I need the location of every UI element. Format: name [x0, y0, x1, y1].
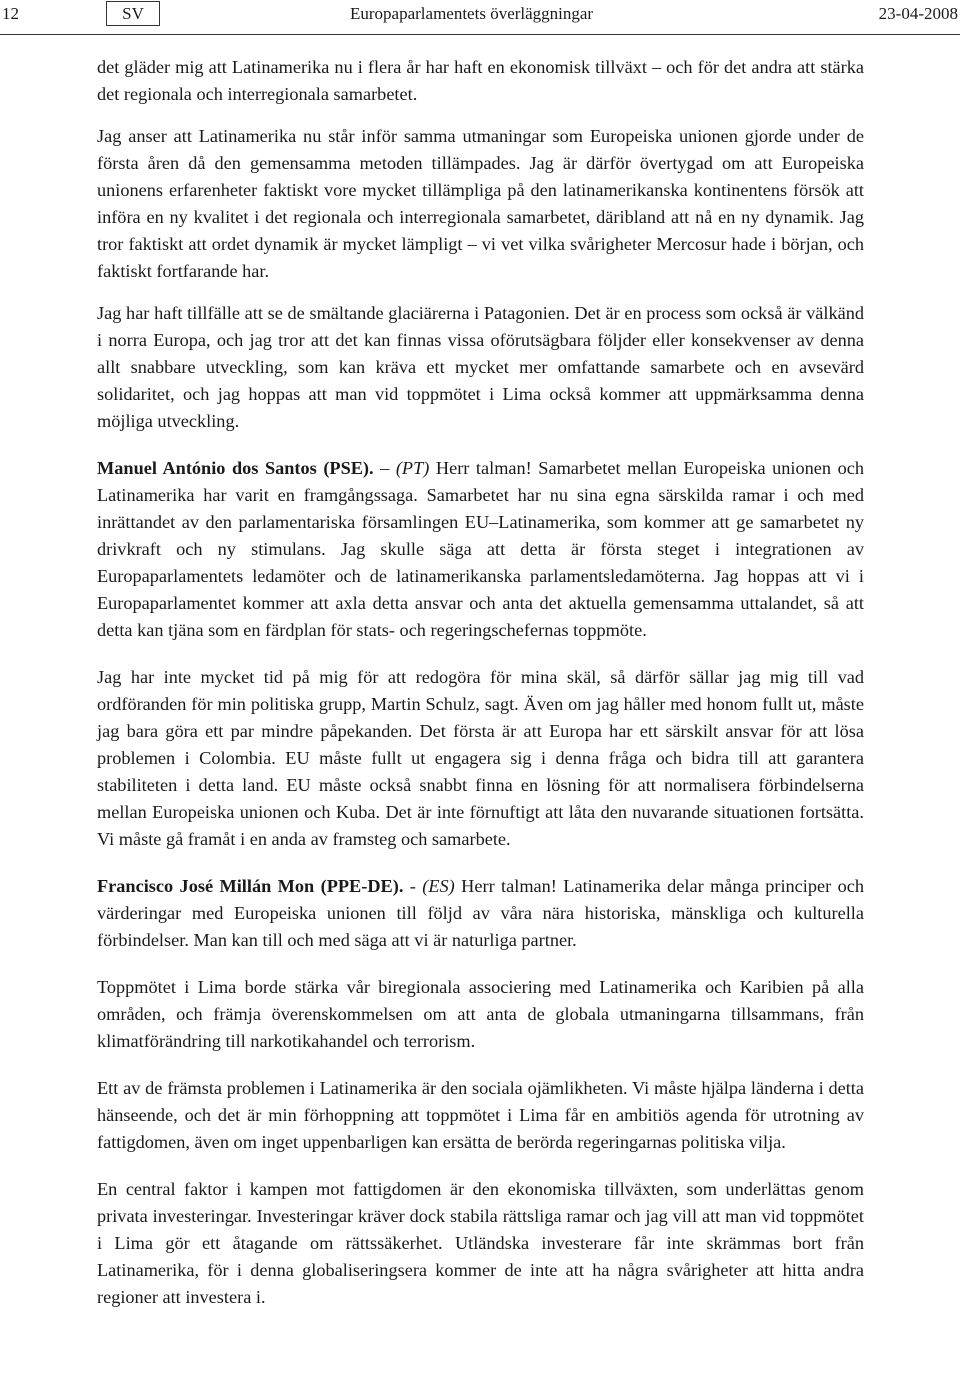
speaker-paragraph [97, 873, 864, 954]
paragraph-text: En central faktor i kampen mot fattigdomen är den ekonomiska tillväxten, som underlättas genom privata investeringar. Investeringar kräver dock stabila rättsliga ramar och jag vill att man vid toppmötet i Lima gör ett åtagande om rättssäkerhet. Utländska investerare får inte skrämmas bort från Latinamerika, för i denna globaliseringsera kommer de inte att ha några svårigheter att hitta andra regioner att investera i. [97, 1179, 864, 1307]
speaker-name: Manuel António dos Santos (PSE). [97, 458, 374, 478]
language-code: (ES) [422, 876, 455, 896]
speaker-separator: - [403, 876, 423, 896]
paragraph-text: Ett av de främsta problemen i Latinamerika är den sociala ojämlikheten. Vi måste hjälpa länderna i detta hänseende, och det är min förhoppning att toppmötet i Lima får en ambitiös agenda för utrotning av fattigdomen, även om inget uppenbarligen kan ersätta de berörda regeringarnas politiska vilja. [97, 1078, 864, 1152]
speaker-separator: – [373, 458, 396, 478]
document-body [97, 54, 864, 1326]
paragraph [97, 664, 864, 853]
speaker-name: Francisco José Millán Mon (PPE-DE). [97, 876, 404, 896]
paragraph-text: Jag anser att Latinamerika nu står inför samma utmaningar som Europeiska unionen gjorde under de första åren då den gemensamma metoden tillämpades. Jag är därför övertygad om att Europeiska unionens erfarenheter faktiskt vore mycket tillämpliga på den latinamerikanska kontinentens försök att införa en ny kvalitet i det regionala och interregionala samarbetet, däribland att nå en ny dynamik. Jag tror faktiskt att ordet dynamik är mycket lämpligt – vi vet vilka svårigheter Mercosur hade i början, och faktiskt fortfarande har. [97, 126, 864, 281]
paragraph-text: Herr talman! Samarbetet mellan Europeiska unionen och Latinamerika har varit en framgångssaga. Samarbetet har nu sina egna särskilda ramar i och med inrättandet av den parlamentariska församlingen EU–Latinamerika, som kommer att ge samarbetet ny drivkraft och ny stimulans. Jag skulle säga att detta är första steget i integrationen av Europaparlamentets ledamöter och de latinamerikanska parlamentsledamöterna. Jag hoppas att vi i Europaparlamentet kommer att axla detta ansvar och anta det aktuella gemensamma uttalandet, så att detta kan tjäna som en färdplan för stats- och regeringschefernas toppmöte. [97, 458, 864, 640]
language-code: (PT) [395, 458, 430, 478]
document-title: Europaparlamentets överläggningar [350, 4, 594, 23]
header-divider [0, 34, 960, 35]
paragraph [97, 974, 864, 1055]
paragraph [97, 1075, 864, 1156]
paragraph-text: Toppmötet i Lima borde stärka vår biregionala associering med Latinamerika och Karibien på alla områden, och främja överenskommelsen om att anta de globala utmaningarna tillsammans, från klimatförändring till narkotikahandel och terrorism. [97, 977, 864, 1051]
paragraph [97, 300, 864, 435]
page-number: 12 [2, 4, 19, 23]
speaker-paragraph [97, 455, 864, 644]
paragraph-text: Jag har haft tillfälle att se de smältande glaciärerna i Patagonien. Det är en process som också är välkänd i norra Europa, och jag tror att det kan finnas vissa oförutsägbara följder eller konsekvenser av denna allt snabbare utveckling, som kan kräva ett mycket mer omfattande samarbete och en avsevärd solidaritet, och jag hoppas att man vid toppmötet i Lima också kommer att uppmärksamma denna möjliga utveckling. [97, 303, 864, 431]
paragraph [97, 1176, 864, 1311]
paragraph-text: det gläder mig att Latinamerika nu i flera år har haft en ekonomisk tillväxt – och för det andra att stärka det regionala och interregionala samarbetet. [97, 57, 864, 104]
page-header [0, 0, 960, 30]
paragraph [97, 54, 864, 108]
paragraph-text: Jag har inte mycket tid på mig för att redogöra för mina skäl, så därför sällar jag mig till vad ordföranden för min politiska grupp, Martin Schulz, sagt. Även om jag håller med honom fullt ut, måste jag bara göra ett par mindre påpekanden. Det första är att Europa har ett särskilt ansvar för att lösa problemen i Colombia. EU måste fullt ut engagera sig i denna fråga och bidra till att garantera stabiliteten i detta land. EU måste också snabbt finna en lösning för att normalisera förbindelserna mellan Europeiska unionen och Kuba. Det är inte förnuftigt att låta den nuvarande situationen fortsätta. Vi måste gå framåt i en anda av framsteg och samarbete. [97, 667, 864, 849]
document-date: 23-04-2008 [878, 4, 958, 23]
language-badge: SV [106, 1, 160, 26]
paragraph-text: Herr talman! Latinamerika delar många principer och värderingar med Europeiska unionen till följd av våra nära historiska, mänskliga och kulturella förbindelser. Man kan till och med säga att vi är naturliga partner. [97, 876, 864, 950]
paragraph [97, 123, 864, 285]
